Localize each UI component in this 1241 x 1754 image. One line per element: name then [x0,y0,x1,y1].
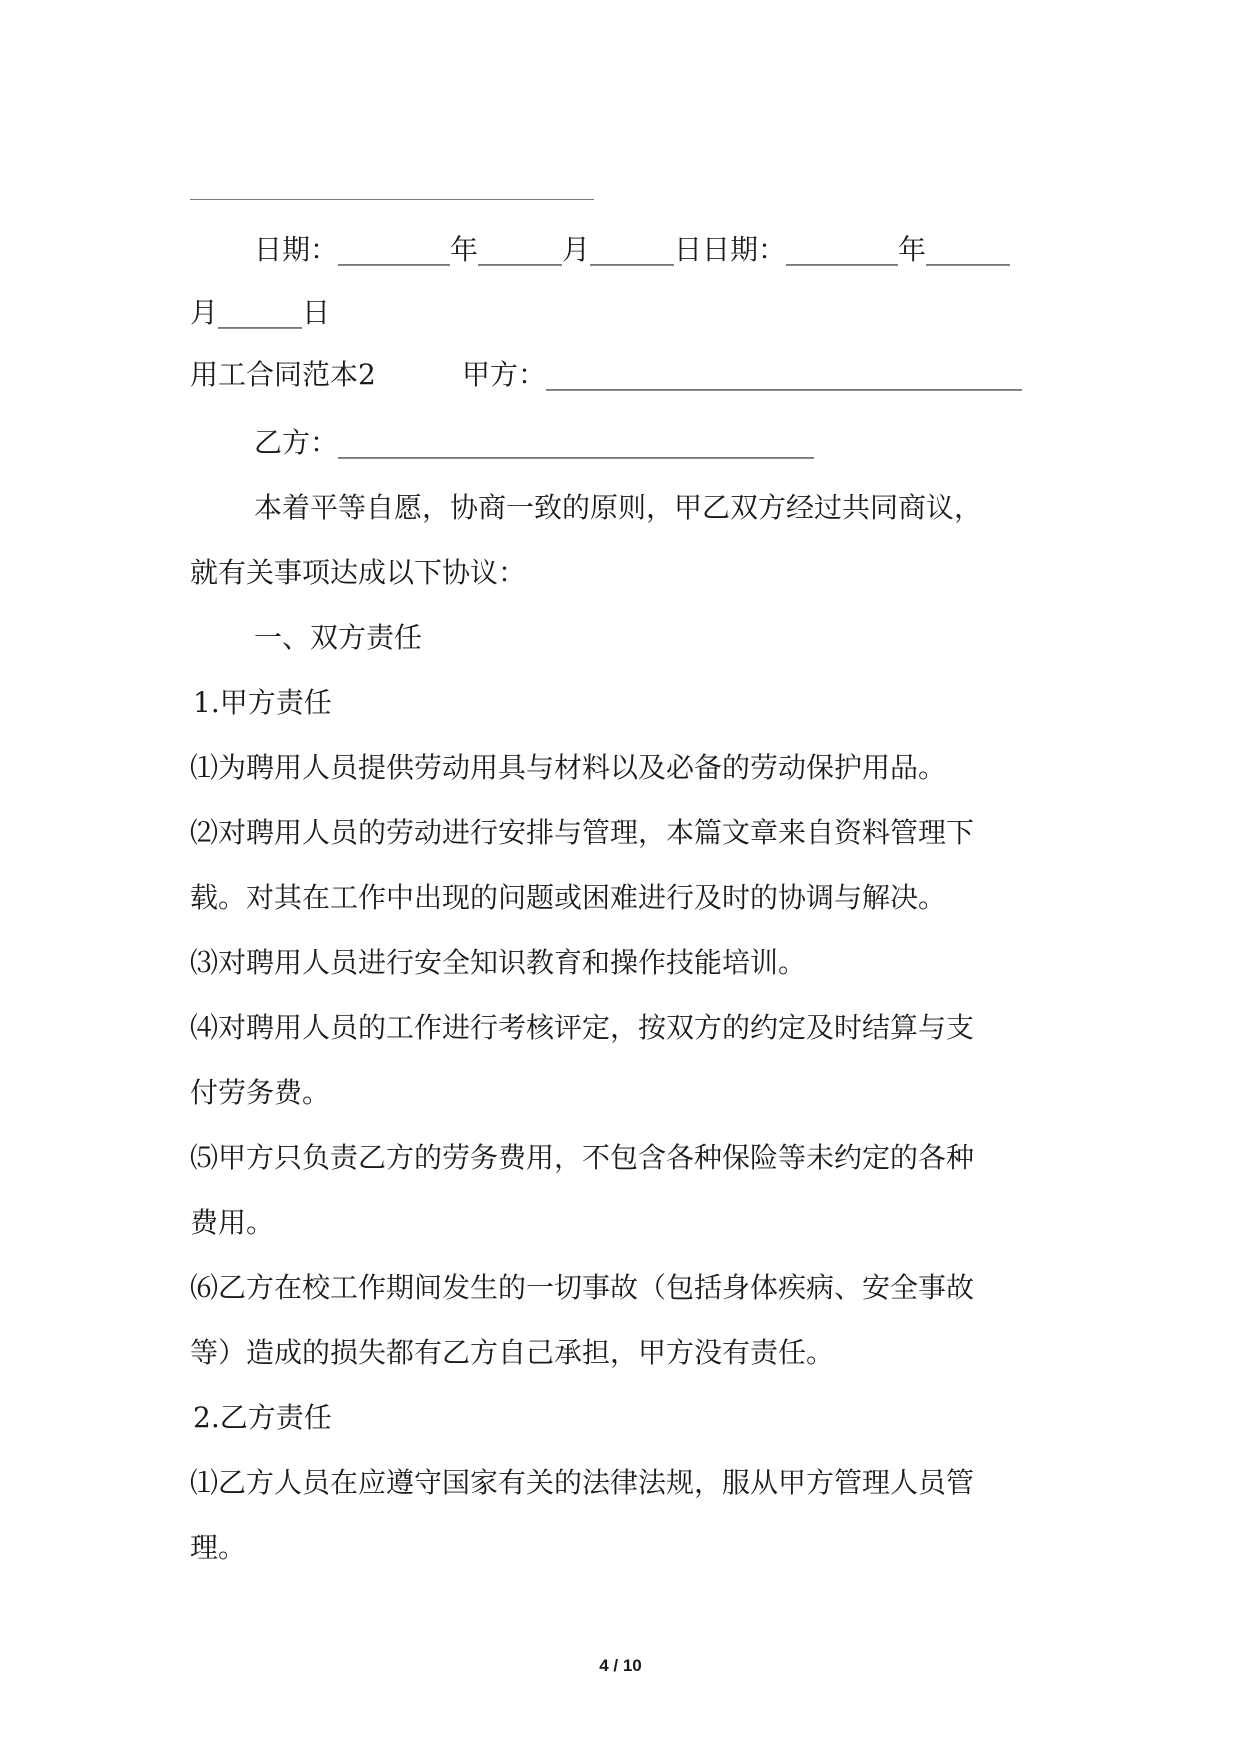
clause-text: ⑴为聘用人员提供劳动用具与材料以及必备的劳动保护用品。 [190,751,947,784]
clause-text: 费用。 [190,1206,275,1239]
clause-line [0,1465,1241,1537]
page-number: 4 / 10 [599,1656,642,1675]
intro-text-continued: 就有关事项达成以下协议： [190,556,527,589]
clause-text: 载。对其在工作中出现的问题或困难进行及时的协调与解决。 [190,881,947,914]
intro-text: 本着平等自愿，协商一致的原则，甲乙双方经过共同商议， [254,491,983,524]
subsection-heading [0,1400,1241,1472]
paragraph-line [0,555,1241,627]
clause-line [0,1270,1241,1342]
section-heading [0,620,1241,692]
clause-text: ⑴乙方人员在应遵守国家有关的法律法规，服从甲方管理人员管 [190,1466,975,1499]
date-fields: 日期：________年______月______日日期：________年______ [254,233,1011,266]
subsection-title: 2.乙方责任 [193,1401,332,1434]
party-b-field: 乙方：__________________________________ [254,426,815,459]
subsection-title: 1.甲方责任 [193,686,332,719]
clause-line [0,1205,1241,1277]
clause-text: ⑹乙方在校工作期间发生的一切事故（包括身体疾病、安全事故 [190,1271,975,1304]
clause-line [0,1335,1241,1407]
clause-line [0,815,1241,887]
clause-text: ⑸甲方只负责乙方的劳务费用，不包含各种保险等未约定的各种 [190,1141,975,1174]
signature-line [190,199,594,200]
party-b-row [0,425,1241,497]
clause-text: ⑶对聘用人员进行安全知识教育和操作技能培训。 [190,946,807,979]
clause-text: 等）造成的损失都有乙方自己承担，甲方没有责任。 [190,1336,835,1369]
clause-line [0,1075,1241,1147]
clause-line [0,750,1241,822]
clause-line [0,945,1241,1017]
subsection-heading [0,685,1241,757]
clause-line [0,1530,1241,1602]
clause-text: 理。 [190,1531,247,1564]
clause-line [0,1140,1241,1212]
party-a-field: 甲方：__________________________________ [462,358,1023,391]
clause-line [0,1010,1241,1082]
date-fields-continued: 月______日 [190,296,331,329]
clause-text: ⑵对聘用人员的劳动进行安排与管理，本篇文章来自资料管理下 [190,816,975,849]
paragraph-line [0,490,1241,562]
section-title: 一、双方责任 [254,621,423,654]
clause-line [0,880,1241,952]
document-title: 用工合同范本2 [190,358,376,391]
date-row [0,232,1241,304]
clause-text: 付劳务费。 [190,1076,331,1109]
clause-text: ⑷对聘用人员的工作进行考核评定，按双方的约定及时结算与支 [190,1011,975,1044]
